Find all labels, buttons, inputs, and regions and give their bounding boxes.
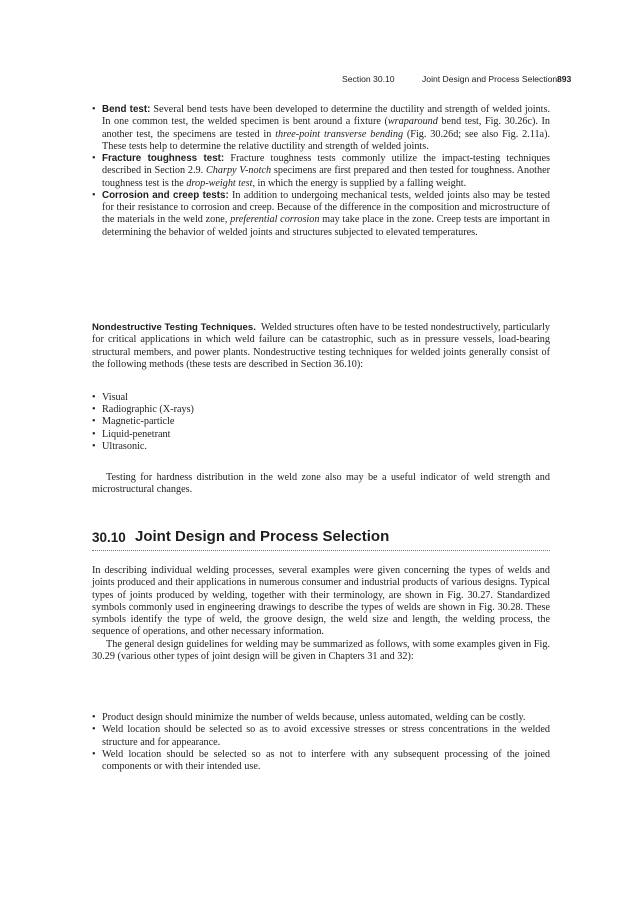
term-label: Fracture toughness test: <box>102 153 225 164</box>
ndt-heading: Nondestructive Testing Techniques. <box>92 322 256 333</box>
bullet-icon: • <box>92 440 96 452</box>
list-item: • Liquid-penetrant <box>92 428 171 440</box>
section-number: 30.10 <box>92 530 126 545</box>
ndt-methods-list <box>92 392 550 453</box>
list-item: • Weld location should be selected so as to avoid excessive stresses or stress concentrations in the welded structure and for appearance. <box>92 724 550 748</box>
hardness-text: Testing for hardness distribution in the weld zone also may be a useful indicator of weld strength and microstructural changes. <box>92 472 550 496</box>
ndt-methods-block <box>92 392 550 453</box>
bullet-icon: • <box>92 189 96 201</box>
bullet-icon: • <box>92 712 96 723</box>
list-item: • Product design should minimize the number of welds because, unless automated, welding can be costly. <box>92 712 526 723</box>
term-label: Corrosion and creep tests: <box>102 189 229 201</box>
hardness-paragraph <box>92 472 550 497</box>
header-section: Section 30.10 <box>342 74 395 84</box>
test-list-block <box>92 104 550 239</box>
list-item-fracture-test: • Fracture toughness test: Fracture toughness tests commonly utilize the impact-testing techniques described in Section 2.9. Charpy V-notch specimens are first prepared and then tested for toughness. Another toughness test is the drop-weight test, in which the energy is supplied by a falling weight. <box>92 153 551 189</box>
section-body <box>92 565 550 663</box>
list-item: • Weld location should be selected so as not to interfere with any subsequent processing of the joined components or with their intended use. <box>92 748 550 772</box>
guidelines-list <box>92 712 550 773</box>
list-item: • Magnetic-particle <box>92 416 175 428</box>
bullet-icon: • <box>92 416 96 428</box>
ndt-text: Welded structures often have to be tested nondestructively, particularly for critical applications in which weld failure can be catastrophic, such as in pressure vessels, load-bearing structural members, and power plants. Nondestructive testing techniques for welded joints generally consist of the following methods (these tests are described in Section 36.10): <box>92 322 550 370</box>
list-item: • Ultrasonic. <box>92 440 147 452</box>
ndt-paragraph <box>92 322 550 371</box>
running-header <box>0 72 580 86</box>
page-number: 893 <box>557 74 572 84</box>
section-paragraph-2: The general design guidelines for welding may be summarized as follows, with some examples given in Fig. 30.29 (various other types of joint design will be given in Chapters 31 and 32): <box>92 638 550 662</box>
section-heading <box>92 528 550 551</box>
test-list <box>92 104 550 239</box>
bullet-icon: • <box>92 404 96 416</box>
bullet-icon: • <box>92 748 96 760</box>
bullet-icon: • <box>92 724 96 736</box>
list-item-bend-test: • Bend test: Several bend tests have been developed to determine the ductility and strength of welded joints. In one common test, the welded specimen is bent around a fixture (wraparound bend test, Fig. 30.26c). In another test, the specimens are tested in three-point transverse bending (Fig. 30.26d; see also Fig. 2.11a). These tests help to determine the relative ductility and strength of welded joints. <box>92 104 551 152</box>
section-paragraph-1: In describing individual welding processes, several examples were given concerning the types of welds and joints produced and their applications in numerous consumer and industrial products of various designs. Typical types of joints produced by welding, together with their terminology, are shown in Fig. 30.27. Standardized symbols commonly used in engineering drawings to describe the types of welds are shown in Fig. 30.28. These symbols identify the type of weld, the groove design, the weld size and length, the welding process, the sequence of operations, and other necessary information. <box>92 565 550 638</box>
list-item-corrosion-test: • Corrosion and creep tests: In addition to undergoing mechanical tests, welded joints also may be tested for their resistance to corrosion and creep. Because of the difference in the composition and microstructure of the materials in the weld zone, preferential corrosion may take place in the zone. Creep tests are important in determining the behavior of welded joints and structures subjected to elevated temperatures. <box>92 189 550 238</box>
bullet-icon: • <box>92 392 96 403</box>
header-title: Joint Design and Process Selection <box>422 74 558 84</box>
guidelines-block <box>92 712 550 773</box>
term-label: Bend test: <box>102 104 151 115</box>
bullet-icon: • <box>92 428 96 440</box>
list-item: • Radiographic (X-rays) <box>92 404 194 416</box>
bullet-icon: • <box>92 153 96 164</box>
list-item: • Visual <box>92 392 128 403</box>
bullet-icon: • <box>92 104 96 115</box>
section-title: Joint Design and Process Selection <box>135 528 390 545</box>
